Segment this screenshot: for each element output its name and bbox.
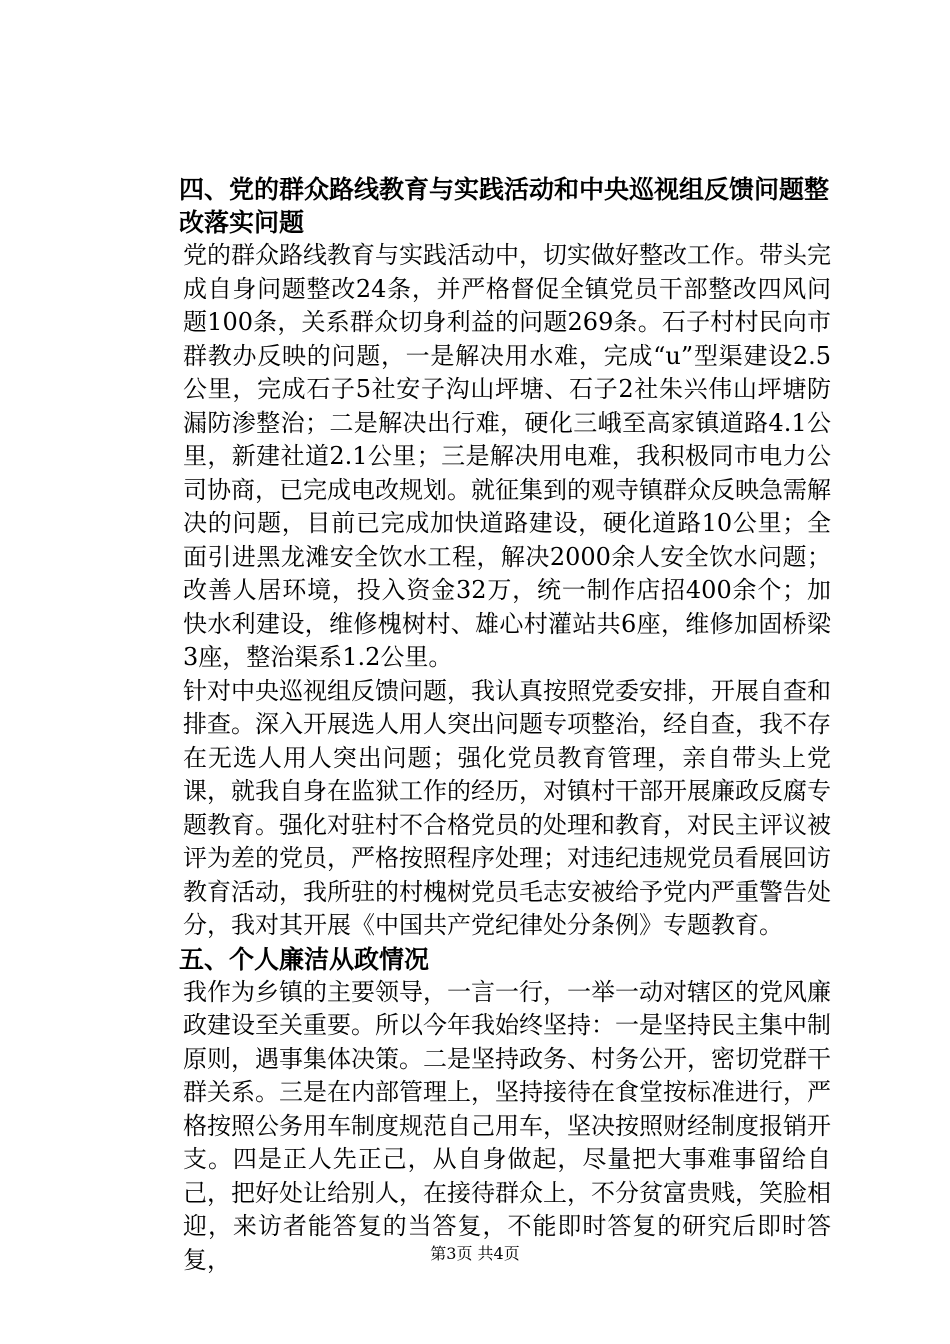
- page-number-footer: 第3页 共4页: [430, 1244, 520, 1263]
- section-heading-5: 五、个人廉洁从政情况: [179, 944, 430, 974]
- paragraph-mass-line-rectification: 党的群众路线教育与实践活动中，切实做好整改工作。带头完成自身问题整改24条，并严格督促全镇党员干部整改四风问题100条，关系群众切身利益的问题269条。石子村村民向市群教办反映的问题，一是解决用水难，完成“u”型渠建设2.5公里，完成石子5社安子沟山坪塘、石子2社朱兴伟山坪塘防漏防渗整治；二是解决出行难，硬化三峨至高家镇道路4.1公里，新建社道2.1公里；三是解决用电难，我积极同市电力公司协商，已完成电改规划。就征集到的观寺镇群众反映急需解决的问题，目前已完成加快道路建设，硬化道路10公里；全面引进黑龙滩安全饮水工程，解决2000余人安全饮水问题；改善人居环境，投入资金32万，统一制作店招400余个；加快水利建设，维修槐树村、雄心村灌站共6座，维修加固桥梁3座，整治渠系1.2公里。: [183, 241, 831, 671]
- paragraph-inspection-feedback: 针对中央巡视组反馈问题，我认真按照党委安排，开展自查和排查。深入开展选人用人突出问题专项整治，经自查，我不存在无选人用人突出问题；强化党员教育管理，亲自带头上党课，就我自身在监狱工作的经历，对镇村干部开展廉政反腐专题教育。强化对驻村不合格党员的处理和教育，对民主评议被评为差的党员，严格按照程序处理；对违纪违规党员看展回访教育活动，我所驻的村槐树党员毛志安被给予党内严重警告处分，我对其开展《中国共产党纪律处分条例》专题教育。: [183, 676, 831, 939]
- document-body: [179, 173, 831, 1277]
- paragraph-integrity: 我作为乡镇的主要领导，一言一行，一举一动对辖区的党风廉政建设至关重要。所以今年我始终坚持：一是坚持民主集中制原则，遇事集体决策。二是坚持政务、村务公开，密切党群干群关系。三是在内部管理上，坚持接待在食堂按标准进行，严格按照公务用车制度规范自己用车，坚决按照财经制度报销开支。四是正人先正己，从自身做起，尽量把大事难事留给自己，把好处让给别人，在接待群众上，不分贫富贵贱，笑脸相迎，来访者能答复的当答复，不能即时答复的研究后即时答复，: [183, 977, 831, 1274]
- section-heading-4: 四、党的群众路线教育与实践活动和中央巡视组反馈问题整改落实问题: [179, 175, 830, 237]
